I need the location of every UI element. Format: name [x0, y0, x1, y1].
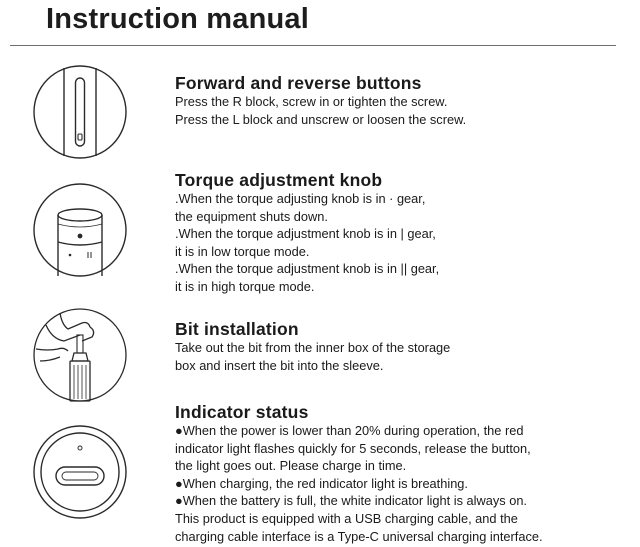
section-heading: Forward and reverse buttons [175, 73, 422, 93]
screwdriver-side-icon [30, 62, 130, 162]
section-bit-installation [175, 320, 625, 374]
section-text-line: it is in high torque mode. [175, 278, 315, 294]
section-indicator-status [175, 403, 625, 545]
section-text-line: .When the torque adjustment knob is in || gear, [175, 261, 440, 277]
section-heading: Bit installation [175, 319, 299, 339]
section-text-line: Press the R block, screw in or tighten the screw. [175, 94, 448, 109]
indicator-light-icon [30, 422, 130, 522]
section-text-line: it is in low torque mode. [175, 243, 310, 259]
section-text-line: charging cable interface is a Type-C universal charging interface. [175, 528, 543, 544]
section-text-line: This product is equipped with a USB charging cable, and the [175, 510, 518, 526]
section-text-line: Press the L block and unscrew or loosen the screw. [175, 111, 467, 127]
section-torque-knob [175, 171, 625, 296]
section-heading: Indicator status [175, 402, 309, 422]
torque-knob-icon [30, 180, 130, 280]
section-text-line: .When the torque adjusting knob is in · gear, [175, 191, 426, 206]
section-text-line: ●When charging, the red indicator light is breathing. [175, 475, 468, 491]
section-text-line: Take out the bit from the inner box of the storage [175, 340, 451, 355]
section-text-line: box and insert the bit into the sleeve. [175, 357, 384, 373]
section-text-line: ●When the power is lower than 20% during operation, the red [175, 423, 524, 438]
section-forward-reverse [175, 74, 625, 128]
section-text-line: .When the torque adjustment knob is in | gear, [175, 226, 436, 242]
section-text-line: the light goes out. Please charge in time. [175, 458, 407, 474]
section-text-line: ●When the battery is full, the white indicator light is always on. [175, 493, 527, 509]
section-text-line: the equipment shuts down. [175, 208, 328, 224]
section-text-line: indicator light flashes quickly for 5 seconds, release the button, [175, 440, 531, 456]
title-divider [10, 45, 616, 46]
page-title: Instruction manual [46, 3, 310, 35]
bit-installation-icon [30, 305, 130, 405]
section-heading: Torque adjustment knob [175, 170, 383, 190]
